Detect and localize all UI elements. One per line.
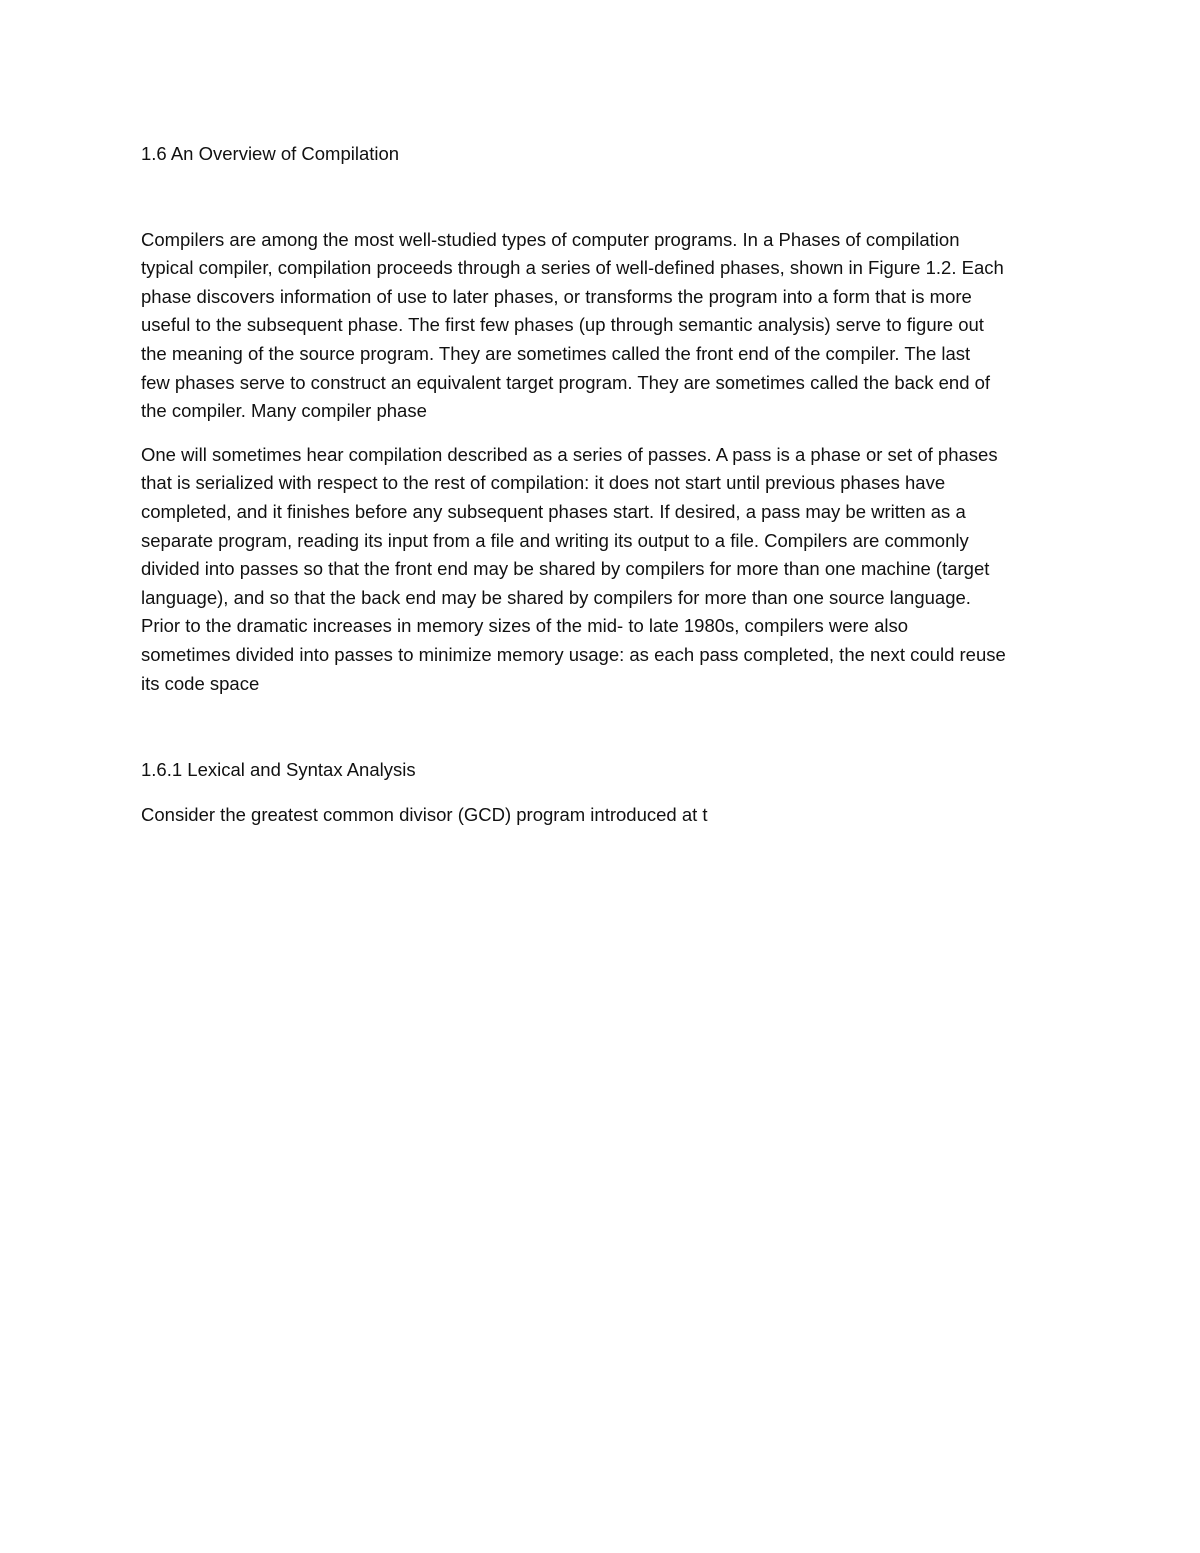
paragraph-line: separate program, reading its input from a file and writing its output to a file. Compilers are commonly [141, 529, 969, 551]
paragraph-line: One will sometimes hear compilation described as a series of passes. A pass is a phase or set of phases [141, 443, 998, 465]
paragraph-line: phase discovers information of use to later phases, or transforms the program into a form that is more [141, 285, 972, 307]
paragraph-line: its code space [141, 672, 260, 694]
paragraph-passes [141, 441, 1061, 698]
subsection-heading: 1.6.1 Lexical and Syntax Analysis [141, 759, 416, 781]
paragraph-line: Prior to the dramatic increases in memory sizes of the mid- to late 1980s, compilers were also [141, 615, 909, 637]
paragraph-line: few phases serve to construct an equivalent target program. They are sometimes called the back end of [141, 371, 991, 393]
paragraph-line: useful to the subsequent phase. The first few phases (up through semantic analysis) serve to figure out [141, 314, 984, 336]
paragraph-line: typical compiler, compilation proceeds through a series of well-defined phases, shown in Figure 1.2. Each [141, 257, 1004, 279]
paragraph-line: the meaning of the source program. They are sometimes called the front end of the compiler. The last [141, 342, 971, 364]
section-heading: 1.6 An Overview of Compilation [141, 143, 400, 164]
paragraph-line: language), and so that the back end may be shared by compilers for more than one source language. [141, 586, 971, 608]
paragraph-line: Compilers are among the most well-studied types of computer programs. In a Phases of compilation [141, 228, 960, 250]
paragraph-line: sometimes divided into passes to minimize memory usage: as each pass completed, the next could reuse [141, 643, 1006, 665]
paragraph-phases [141, 226, 1061, 426]
paragraph-line: that is serialized with respect to the rest of compilation: it does not start until previous phases have [141, 472, 946, 494]
paragraph-line: the compiler. Many compiler phase [141, 400, 427, 422]
subsection-text: Consider the greatest common divisor (GCD) program introduced at t [141, 803, 708, 825]
paragraph-line: divided into passes so that the front end may be shared by compilers for more than one machine (target [141, 558, 990, 580]
document-content [141, 140, 1061, 829]
paragraph-line: completed, and it finishes before any subsequent phases start. If desired, a pass may be written as a [141, 500, 966, 522]
